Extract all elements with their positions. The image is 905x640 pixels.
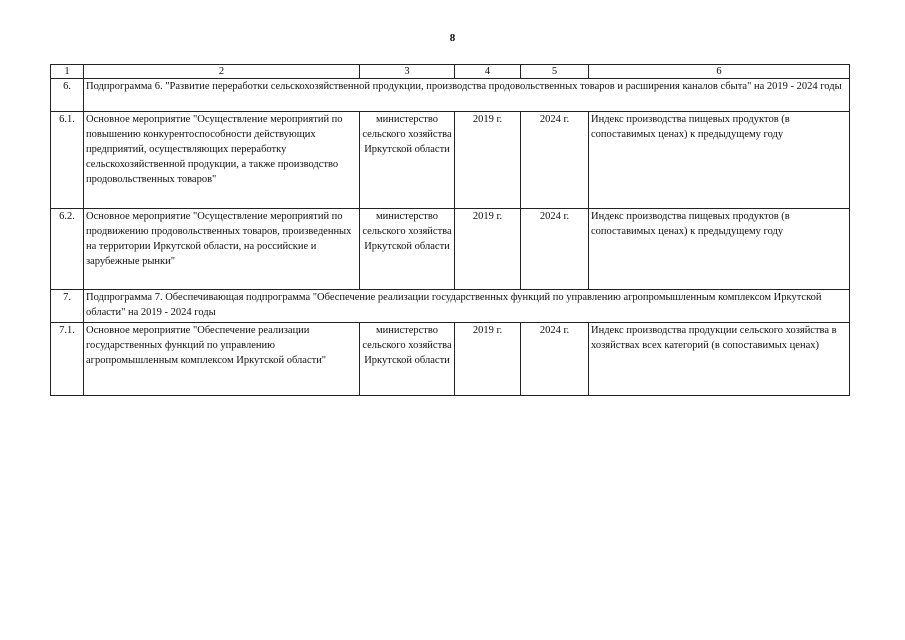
table-row-subprogram-7	[51, 290, 850, 323]
start-year-cell: 2019 г.	[455, 112, 521, 209]
header-cell: 6	[589, 65, 850, 79]
table-row-6-2	[51, 209, 850, 290]
measure-cell: Основное мероприятие "Осуществление мероприятий по продвижению продовольственных товаров, произведенных на территории Иркутской области, на российские и зарубежные рынки"	[84, 209, 360, 290]
page-number: 8	[449, 32, 456, 44]
row-number: 6.1.	[51, 112, 84, 209]
table-row-6-1	[51, 112, 850, 209]
executor-cell: министерство сельского хозяйства Иркутской области	[360, 209, 455, 290]
row-number: 6.	[51, 79, 84, 112]
subprogram-title: Подпрограмма 7. Обеспечивающая подпрограмма "Обеспечение реализации государственных функций по управлению агропромышленным комплексом Иркутской области" на 2019 - 2024 годы	[84, 290, 850, 323]
header-cell: 2	[84, 65, 360, 79]
indicator-cell: Индекс производства пищевых продуктов (в сопоставимых ценах) к предыдущему году	[589, 209, 850, 290]
measure-cell: Основное мероприятие "Обеспечение реализации государственных функций по управлению агропромышленным комплексом Иркутской области"	[84, 323, 360, 396]
program-table	[50, 64, 850, 396]
end-year-cell: 2024 г.	[521, 209, 589, 290]
table-header-row	[51, 65, 850, 79]
start-year-cell: 2019 г.	[455, 209, 521, 290]
header-cell: 4	[455, 65, 521, 79]
row-number: 7.1.	[51, 323, 84, 396]
executor-cell: министерство сельского хозяйства Иркутской области	[360, 323, 455, 396]
end-year-cell: 2024 г.	[521, 112, 589, 209]
row-number: 6.2.	[51, 209, 84, 290]
end-year-cell: 2024 г.	[521, 323, 589, 396]
table-row-7-1	[51, 323, 850, 396]
measure-cell: Основное мероприятие "Осуществление мероприятий по повышению конкурентоспособности действующих предприятий, осуществляющих переработку сельскохозяйственной продукции, а также производство продовольственных товаров"	[84, 112, 360, 209]
header-cell: 5	[521, 65, 589, 79]
indicator-cell: Индекс производства пищевых продуктов (в сопоставимых ценах) к предыдущему году	[589, 112, 850, 209]
row-number: 7.	[51, 290, 84, 323]
table-row-subprogram-6	[51, 79, 850, 112]
start-year-cell: 2019 г.	[455, 323, 521, 396]
executor-cell: министерство сельского хозяйства Иркутской области	[360, 112, 455, 209]
indicator-cell: Индекс производства продукции сельского хозяйства в хозяйствах всех категорий (в сопоставимых ценах)	[589, 323, 850, 396]
subprogram-title: Подпрограмма 6. "Развитие переработки сельскохозяйственной продукции, производства продовольственных товаров и расширения каналов сбыта" на 2019 - 2024 годы	[84, 79, 850, 112]
header-cell: 3	[360, 65, 455, 79]
header-cell: 1	[51, 65, 84, 79]
